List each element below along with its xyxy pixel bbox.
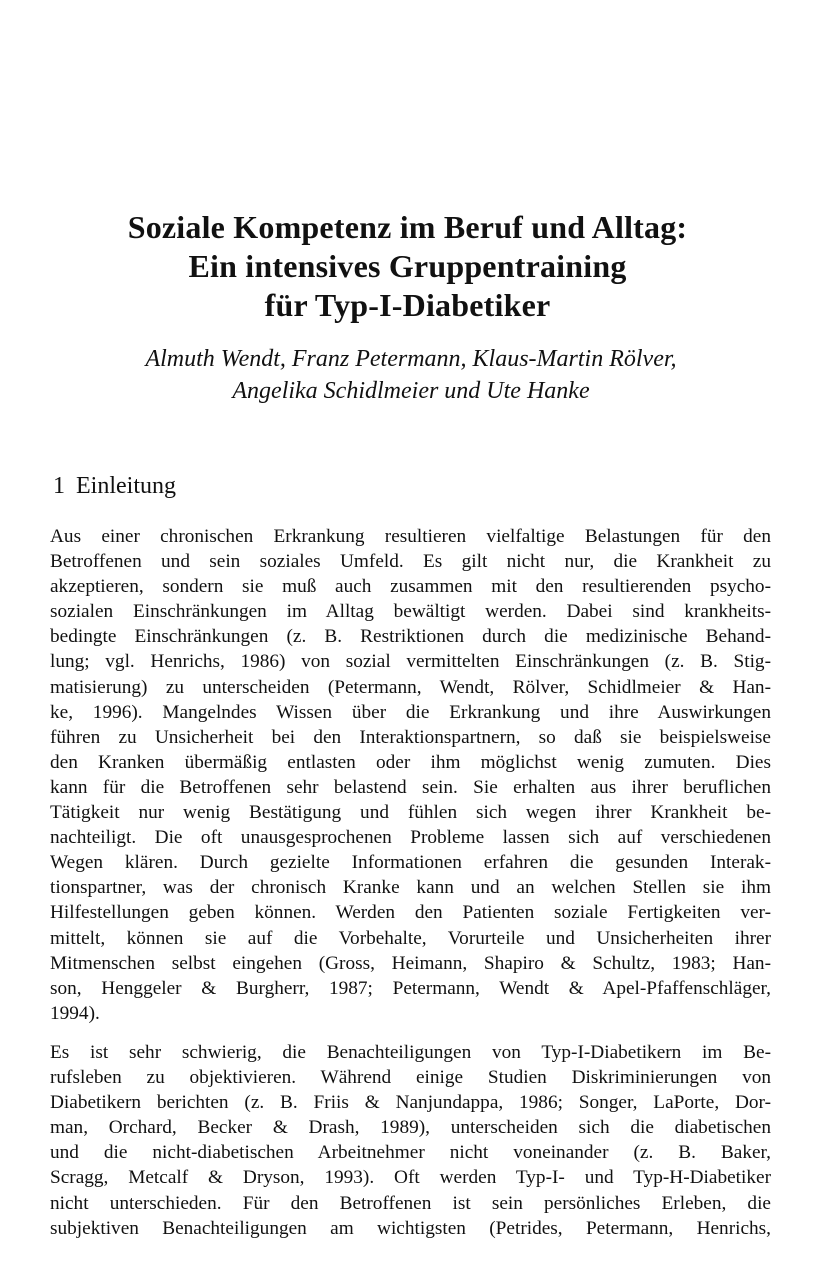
text-line: bedingte Einschränkungen (z. B. Restriktionen durch die medizinische Behand-: [50, 626, 771, 648]
section-title: Einleitung: [76, 473, 176, 499]
text-line: den Kranken übermäßig entlasten oder ihm möglichst wenig zumuten. Dies: [50, 751, 771, 773]
author-list: [0, 343, 815, 407]
text-line: lung; vgl. Henrichs, 1986) von sozial vermittelten Einschränkungen (z. B. Stig-: [50, 651, 771, 673]
text-line: Betroffenen und sein soziales Umfeld. Es gilt nicht nur, die Krankheit zu: [50, 551, 771, 573]
paper-title: [0, 208, 815, 325]
paragraph-2: [50, 1040, 771, 1241]
text-line: Es ist sehr schwierig, die Benachteiligungen von Typ-I-Diabetikern im Be-: [50, 1042, 771, 1063]
text-line: kann für die Betroffenen sehr belastend sein. Sie erhalten aus ihrer beruflichen: [50, 776, 771, 798]
text-line: Aus einer chronischen Erkrankung resultieren vielfaltige Belastungen für den: [50, 526, 771, 547]
title-line: für Typ-I-Diabetiker: [264, 287, 551, 323]
section-number: 1: [53, 473, 65, 499]
title-line: Ein intensives Gruppentraining: [188, 248, 627, 284]
text-line: tionspartner, was der chronisch Kranke kann und an welchen Stellen sie ihm: [50, 877, 771, 899]
text-line: nicht unterschieden. Für den Betroffenen ist sein persönliches Erleben, die: [50, 1192, 771, 1214]
text-line: matisierung) zu unterscheiden (Petermann, Wendt, Rölver, Schidlmeier & Han-: [50, 676, 771, 698]
text-line: Hilfestellungen geben können. Werden den Patienten soziale Fertigkeiten ver-: [50, 902, 771, 924]
text-line: Tätigkeit nur wenig Bestätigung und fühlen sich wegen ihrer Krankheit be-: [50, 802, 771, 824]
title-line: Soziale Kompetenz im Beruf und Alltag:: [127, 209, 688, 245]
author-line: Angelika Schidlmeier und Ute Hanke: [232, 378, 590, 404]
section-heading: [53, 471, 176, 501]
text-line: und die nicht-diabetischen Arbeitnehmer nicht voneinander (z. B. Baker,: [50, 1142, 771, 1164]
text-line: Mitmenschen selbst eingehen (Gross, Heimann, Shapiro & Schultz, 1983; Han-: [50, 952, 771, 974]
text-line: subjektiven Benachteiligungen am wichtigsten (Petrides, Petermann, Henrichs,: [50, 1217, 771, 1239]
text-line: rufsleben zu objektivieren. Während einige Studien Diskriminierungen von: [50, 1067, 771, 1089]
text-line: man, Orchard, Becker & Drash, 1989), unterscheiden sich die diabetischen: [50, 1117, 771, 1139]
text-line: nachteiligt. Die oft unausgesprochenen Probleme lassen sich auf verschiedenen: [50, 827, 771, 849]
text-line: Diabetikern berichten (z. B. Friis & Nanjundappa, 1986; Songer, LaPorte, Dor-: [50, 1092, 771, 1114]
paragraph-1: [50, 524, 771, 1026]
text-line: akzeptieren, sondern sie muß auch zusammen mit den resultierenden psycho-: [50, 576, 771, 598]
text-line: ke, 1996). Mangelndes Wissen über die Erkrankung und ihre Auswirkungen: [50, 701, 771, 723]
author-line: Almuth Wendt, Franz Petermann, Klaus-Martin Rölver,: [145, 346, 677, 372]
text-line: Wegen klären. Durch gezielte Informationen erfahren die gesunden Interak-: [50, 852, 771, 874]
text-line: sozialen Einschränkungen im Alltag bewältigt werden. Dabei sind krankheits-: [50, 601, 771, 623]
text-line: Scragg, Metcalf & Dryson, 1993). Oft werden Typ-I- und Typ-H-Diabetiker: [50, 1167, 771, 1189]
text-line: mittelt, können sie auf die Vorbehalte, Vorurteile und Unsicherheiten ihrer: [50, 927, 771, 949]
text-line: son, Henggeler & Burgherr, 1987; Petermann, Wendt & Apel-Pfaffenschläger,: [50, 977, 771, 999]
text-line: 1994).: [50, 1002, 100, 1024]
text-line: führen zu Unsicherheit bei den Interaktionspartnern, so daß sie beispielsweise: [50, 726, 771, 748]
